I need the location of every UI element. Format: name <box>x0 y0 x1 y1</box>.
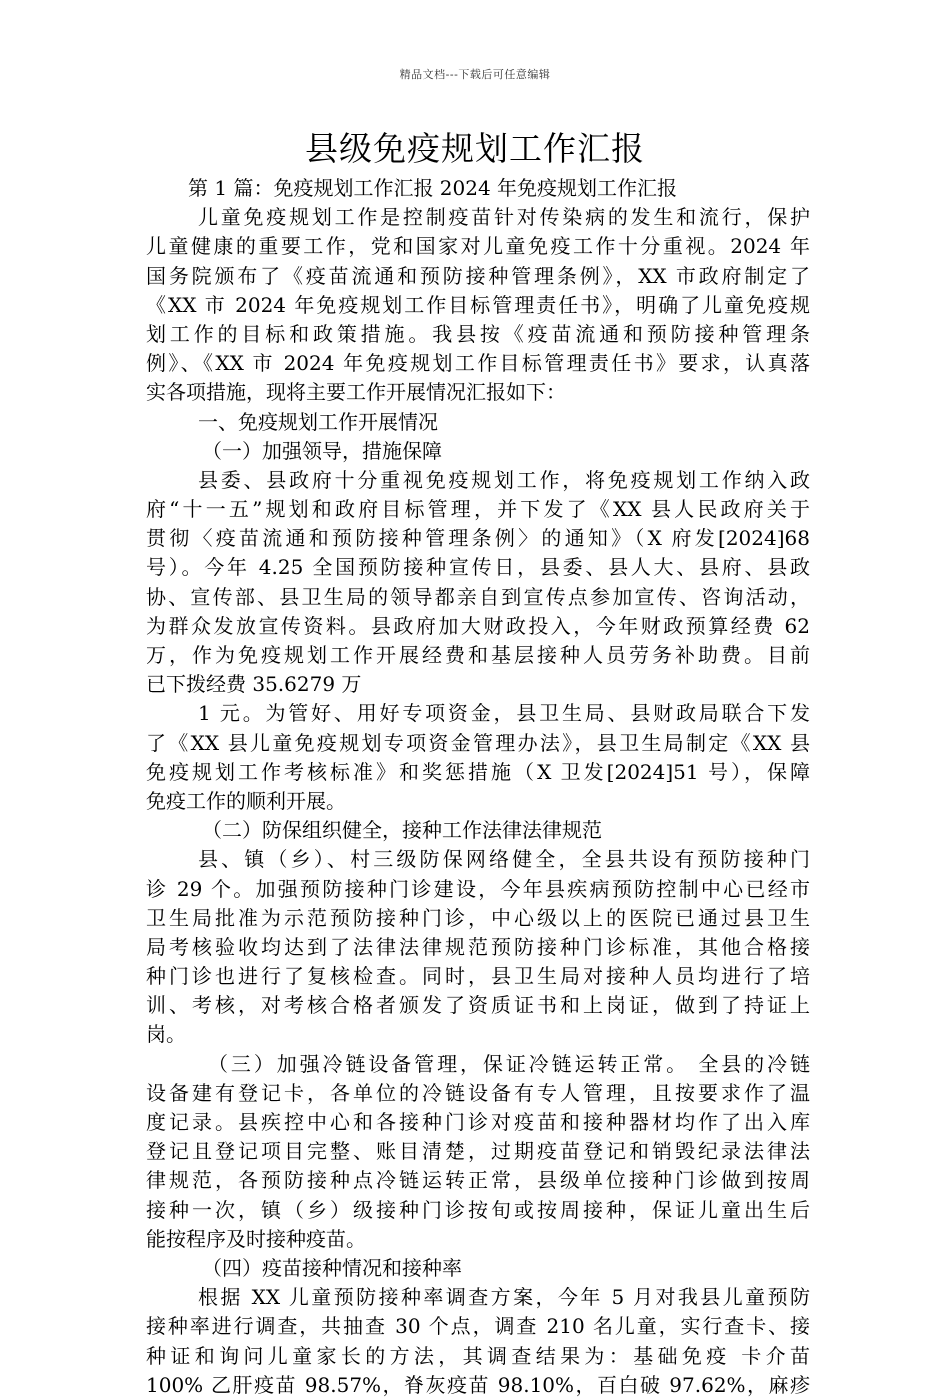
text-line: 府“十一五”规划和政府目标管理，并下发了《XX 县人民政府关于 <box>146 497 810 522</box>
text-line: 国务院颁布了《疫苗流通和预防接种管理条例》，XX 市政府制定了 <box>146 263 810 288</box>
text-line: （四）疫苗接种情况和接种率 <box>202 1255 462 1280</box>
text-line: 1 元。为管好、用好专项资金，县卫生局、县财政局联合下发 <box>198 701 810 726</box>
text-line: 局考核验收均达到了法律法律规范预防接种门诊标准，其他合格接 <box>146 934 810 959</box>
text-line: 贯彻〈疫苗流通和预防接种管理条例〉的通知》（X 府发[2024]68 <box>146 526 810 551</box>
text-line: 实各项措施，现将主要工作开展情况汇报如下： <box>146 380 566 405</box>
text-line: 划工作的目标和政策措施。我县按《疫苗流通和预防接种管理条 <box>146 321 810 346</box>
text-line: 卫生局批准为示范预防接种门诊，中心级以上的医院已通过县卫生 <box>146 905 810 930</box>
text-line: 根据 XX 儿童预防接种率调查方案，今年 5 月对我县儿童预防 <box>198 1285 810 1310</box>
text-line: 接种率进行调查，共抽查 30 个点，调查 210 名儿童，实行查卡、接 <box>146 1314 810 1339</box>
text-line: 万，作为免疫规划工作开展经费和基层接种人员劳务补助费。目前 <box>146 643 810 667</box>
text-line: 律规范，各预防接种点冷链运转正常，县级单位接种门诊做到按周 <box>146 1168 810 1193</box>
text-line: 免疫工作的顺利开展。 <box>146 788 346 813</box>
text-line: 度记录。县疾控中心和各接种门诊对疫苗和接种器材均作了出入库 <box>146 1110 810 1134</box>
text-line: 训、考核，对考核合格者颁发了资质证书和上岗证，做到了持证上 <box>146 993 810 1018</box>
text-line: （三）加强冷链设备管理，保证冷链运转正常。 全县的冷链 <box>208 1051 810 1076</box>
text-line: 了《XX 县儿童免疫规划专项资金管理办法》，县卫生局制定《XX 县 <box>146 730 810 755</box>
text-line: （一）加强领导，措施保障 <box>202 438 442 463</box>
text-line: 诊 29 个。加强预防接种门诊建设，今年县疾病预防控制中心已经市 <box>146 876 810 901</box>
text-line: 岗。 <box>146 1022 186 1047</box>
text-line: 免疫规划工作考核标准》和奖惩措施（X 卫发[2024]51 号），保障 <box>146 759 810 784</box>
text-line: 号）。今年 4.25 全国预防接种宣传日，县委、县人大、县府、县政 <box>146 555 810 580</box>
text-line: 为群众发放宣传资料。县政府加大财政投入，今年财政预算经费 62 <box>146 613 810 638</box>
text-line: 种证和询问儿童家长的方法，其调查结果为：基础免疫 卡介苗 <box>146 1343 810 1368</box>
document-body <box>146 174 810 1400</box>
text-line: 接种一次，镇（乡）级接种门诊按旬或按周接种，保证儿童出生后 <box>146 1197 810 1222</box>
text-line: 县、镇（乡）、村三级防保网络健全，全县共设有预防接种门 <box>198 847 810 872</box>
document-title: 县级免疫规划工作汇报 <box>305 129 645 168</box>
text-line: 县委、县政府十分重视免疫规划工作，将免疫规划工作纳入政 <box>198 467 810 492</box>
text-line: 《XX 市 2024 年免疫规划工作目标管理责任书》，明确了儿童免疫规 <box>146 292 810 317</box>
text-line: 已下拨经费 35.6279 万 <box>146 672 362 697</box>
text-line: 例》、《XX 市 2024 年免疫规划工作目标管理责任书》要求，认真落 <box>146 351 810 376</box>
text-line: （二）防保组织健全，接种工作法律法律规范 <box>202 818 602 843</box>
text-line: 儿童健康的重要工作，党和国家对儿童免疫工作十分重视。2024 年 <box>146 234 810 259</box>
text-line: 一、免疫规划工作开展情况 <box>198 409 438 434</box>
text-line: 100% 乙肝疫苗 98.57%，脊灰疫苗 98.10%，百白破 97.62%，麻疹 <box>146 1372 810 1397</box>
page-header-note: 精品文档---下载后可任意编辑 <box>399 68 551 81</box>
text-line: 设备建有登记卡，各单位的冷链设备有专人管理，且按要求作了温 <box>146 1080 810 1105</box>
text-line: 种门诊也进行了复核检查。同时，县卫生局对接种人员均进行了培 <box>146 964 810 989</box>
text-line: 能按程序及时接种疫苗。 <box>146 1226 366 1251</box>
text-line: 第 1 篇：免疫规划工作汇报 2024 年免疫规划工作汇报 <box>188 176 678 200</box>
text-line: 协、宣传部、县卫生局的领导都亲自到宣传点参加宣传、咨询活动， <box>146 584 810 609</box>
text-line: 儿童免疫规划工作是控制疫苗针对传染病的发生和流行，保护 <box>198 205 810 230</box>
text-line: 登记且登记项目完整、账目清楚，过期疫苗登记和销毁纪录法律法 <box>146 1139 810 1164</box>
